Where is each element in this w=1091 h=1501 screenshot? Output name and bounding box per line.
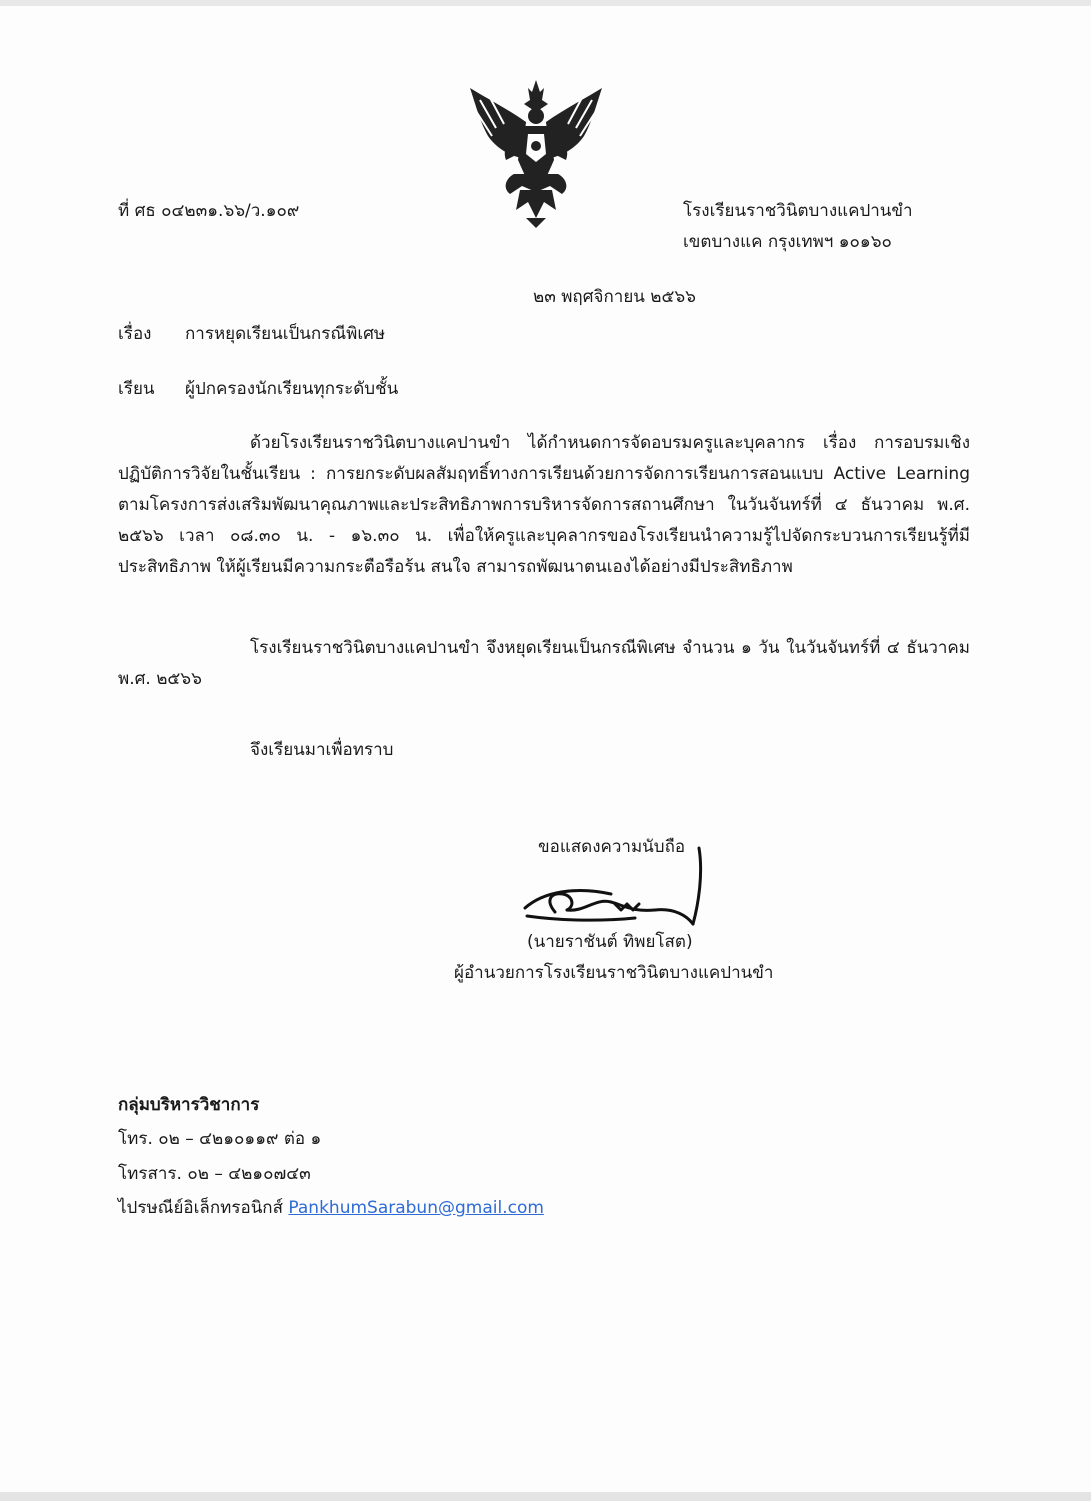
body-paragraph-2: โรงเรียนราชวินิตบางแคปานขำ จึงหยุดเรียนเป็นกรณีพิเศษ จำนวน ๑ วัน ในวันจันทร์ที่ ๔ ธันวาคม พ.ศ. ๒๕๖๖	[118, 638, 970, 689]
contact-email-link[interactable]: PankhumSarabun@gmail.com	[288, 1198, 544, 1218]
reference-number: ที่ ศธ ๐๔๒๓๑.๖๖/ว.๑๐๙	[118, 201, 300, 221]
closing-line: จึงเรียนมาเพื่อทราบ	[250, 740, 394, 760]
contact-fax: โทรสาร. ๐๒ – ๔๒๑๐๗๔๓	[118, 1164, 311, 1184]
school-address: เขตบางแค กรุงเทพฯ ๑๐๑๖๐	[683, 232, 892, 252]
signer-name: (นายราชันต์ ทิพยโสต)	[527, 932, 693, 952]
regards-text: ขอแสดงความนับถือ	[538, 837, 686, 857]
body-paragraph-1: ด้วยโรงเรียนราชวินิตบางแคปานขำ ได้กำหนดการจัดอบรมครูและบุคลากร เรื่อง การอบรมเชิงปฏิบัติการวิจัยในชั้นเรียน : การยกระดับผลสัมฤทธิ์ทางการเรียนด้วยการจัดการเรียนการสอนแบบ Active Learning ตามโครงการส่งเสริมพัฒนาคุณภาพและประสิทธิภาพการบริหารจัดการสถานศึกษา ในวันจันทร์ที่ ๔ ธันวาคม พ.ศ. ๒๕๖๖ เวลา ๐๘.๓๐ น. - ๑๖.๓๐ น. เพื่อให้ครูและบุคลากรของโรงเรียนนำความรู้ไปจัดกระบวนการเรียนรู้ที่มีประสิทธิภาพ ให้ผู้เรียนมีความกระตือรือร้น สนใจ สามารถพัฒนาตนเองได้อย่างมีประสิทธิภาพ	[118, 433, 970, 577]
recipient-text: ผู้ปกครองนักเรียนทุกระดับชั้น	[185, 379, 399, 399]
scan-edge-top	[0, 0, 1091, 6]
subject-text: การหยุดเรียนเป็นกรณีพิเศษ	[185, 324, 386, 344]
garuda-emblem	[466, 78, 606, 228]
contact-email-label: ไปรษณีย์อิเล็กทรอนิกส์	[118, 1198, 283, 1218]
handwritten-signature	[515, 842, 720, 942]
contact-email-row	[118, 1196, 544, 1220]
scan-edge-bottom	[0, 1492, 1091, 1501]
subject-label: เรื่อง	[118, 324, 152, 344]
contact-phone: โทร. ๐๒ – ๔๒๑๐๑๑๙ ต่อ ๑	[118, 1129, 322, 1149]
recipient-label: เรียน	[118, 379, 155, 399]
letter-date: ๒๓ พฤศจิกายน ๒๕๖๖	[533, 287, 696, 307]
signer-position: ผู้อำนวยการโรงเรียนราชวินิตบางแคปานขำ	[454, 963, 774, 983]
school-name: โรงเรียนราชวินิตบางแคปานขำ	[683, 201, 913, 221]
contact-department: กลุ่มบริหารวิชาการ	[118, 1095, 260, 1115]
